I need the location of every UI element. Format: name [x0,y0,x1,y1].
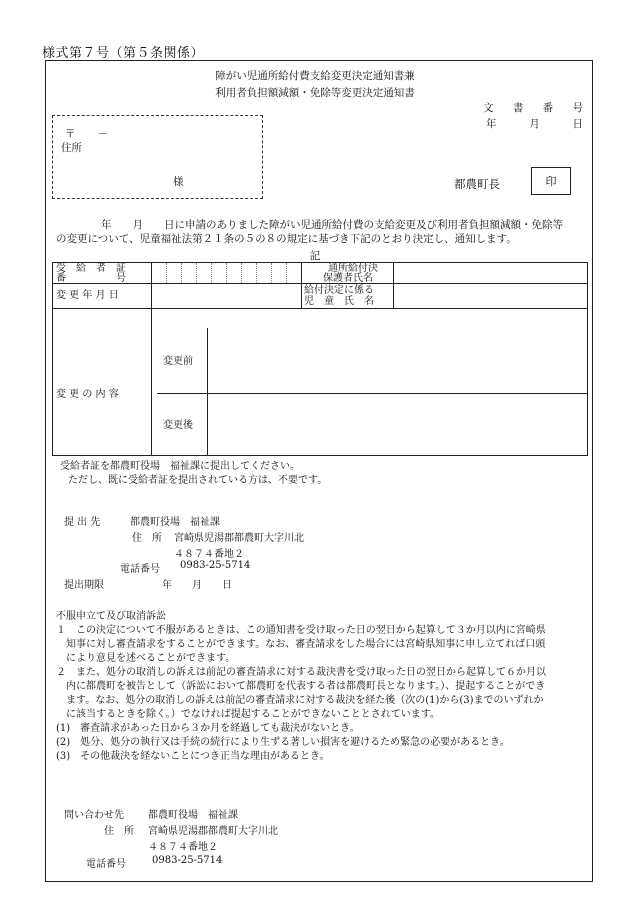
address-label: 住所 [61,142,82,154]
submission-addr-line-2: ４８７４番地２ [174,549,244,560]
cert-number-label-2: 番 号 [56,273,126,284]
contact-addr-label: 住 所 [104,826,134,837]
before-change-field[interactable] [209,330,585,391]
document-date-row [483,116,583,131]
date-month: 月 [529,118,540,130]
contact-addr-line-1: 宮崎県児湯郡都農町大字川北 [148,826,278,837]
contact-phone-label: 電話番号 [86,859,126,870]
seal-box: 印 [531,167,571,195]
change-content-label: 変 更 の 内 容 [56,389,119,400]
objection-line: に該当するときを除く。）でなければ提起することができないこととされています。 [56,709,440,720]
change-date-label: 変 更 年 月 日 [56,290,119,301]
guardian-label-1: 通所給付決 [328,263,378,274]
objection-line: １ この決定について不服があるときは、この通知書を受け取った日の翌日から起算して３か月以内に宮崎県 [56,625,546,636]
objection-heading: 不服申立て及び取消訴訟 [56,611,166,622]
note-line-2: ただし、既に受給者証を提出されている方は、不要です。 [68,475,328,486]
decision-table [52,262,588,456]
title-line-1: 障がい児通所給付費支給変更決定通知書兼 [215,70,415,82]
deadline-value: 年 月 日 [162,580,232,591]
recipient-address-box[interactable] [52,115,263,199]
objection-line: ２ また、処分の取消しの訴えは前記の審査請求に対する裁決書を受け取った日の翌日から起算して６か月以 [56,667,546,678]
objection-line: 内に都農町を被告として（訴訟において都農町を代表する者は都農町長となります。）、提起することができ [56,681,546,692]
cert-number-field[interactable] [167,264,299,282]
submission-phone-label: 電話番号 [120,564,160,575]
contact-addr-line-2: ４８７４番地２ [148,842,218,853]
honorific-label: 様 [173,176,184,188]
guardian-label-2: 保護者氏名 [323,273,373,284]
note-line-1: 受給者証を都農町役場 福祉課に提出してください。 [60,461,300,472]
contact-label: 問い合わせ先 [64,810,124,821]
objection-line: (1) 審査請求があった日から３か月を経過しても裁決がないとき。 [56,723,360,734]
submission-notes [60,460,327,488]
date-day: 日 [572,118,583,130]
intro-paragraph [56,218,588,246]
objection-line: (3) その他裁決を経ないことにつき正当な理由があるとき。 [56,751,330,762]
submission-addr-line-1: 宮崎県児湯郡都農町大字川北 [174,533,304,544]
submission-dest-label: 提 出 先 [64,517,101,528]
objection-line: 知事に対し審査請求をすることができます。なお、審査請求をした場合には宮崎県知事に申し立てれば口頭 [56,639,546,650]
guardian-name-field[interactable] [395,264,585,282]
contact-value: 都農町役場 福祉課 [148,810,238,821]
submission-addr-label: 住 所 [132,533,162,544]
submission-phone-value: 0983-25-5714 [180,560,251,571]
title-line-2: 利用者負担額減額・免除等変更決定通知書 [215,87,415,99]
intro-line-2: の変更について、児童福祉法第２１条の５の８の規定に基づき下記のとおり決定し、通知します。 [56,233,517,245]
postal-mark: 〒 [65,128,76,140]
form-number: 様式第７号（第５条関係） [42,46,205,61]
change-date-field[interactable] [153,285,299,306]
date-year: 年 [486,118,497,130]
after-change-label: 変更後 [163,420,193,431]
child-name-field[interactable] [395,285,585,306]
doc-number-char: 文 [483,102,494,114]
issuer-name: 都農町長 [454,177,500,191]
contact-phone-value: 0983-25-5714 [152,855,223,866]
objection-line: (2) 処分、処分の執行又は手続の続行により生ずる著しい損害を避けるため緊急の必要があるとき。 [56,737,510,748]
submission-dest-value: 都農町役場 福祉課 [130,517,220,528]
cert-number-label-1: 受 給 者 証 [56,263,126,274]
ki-heading: 記 [309,250,321,262]
doc-number-char: 書 [512,102,524,114]
document-number-row [483,100,583,115]
objection-line: により意見を述べることができます。 [56,653,236,664]
child-name-label-1: 給付決定に係る [304,285,374,296]
after-change-field[interactable] [209,395,585,453]
doc-number-char: 番 [542,102,554,114]
before-change-label: 変更前 [163,356,193,367]
postal-dash: － [97,128,108,140]
intro-line-1: 年 月 日に申請のありました障がい児通所給付費の支給変更及び利用者負担額減額・免除等 [101,219,563,231]
objection-section [56,610,588,764]
objection-line: ます。なお、処分の取消しの訴えは前記の審査請求に対する裁決を経た後（次の(1)から(3)までのいずれか [56,695,544,706]
doc-number-char: 号 [572,102,583,114]
deadline-label: 提出期限 [64,580,104,591]
postal-code-line [65,126,108,141]
child-name-label-2: 児 童 氏 名 [304,296,374,307]
